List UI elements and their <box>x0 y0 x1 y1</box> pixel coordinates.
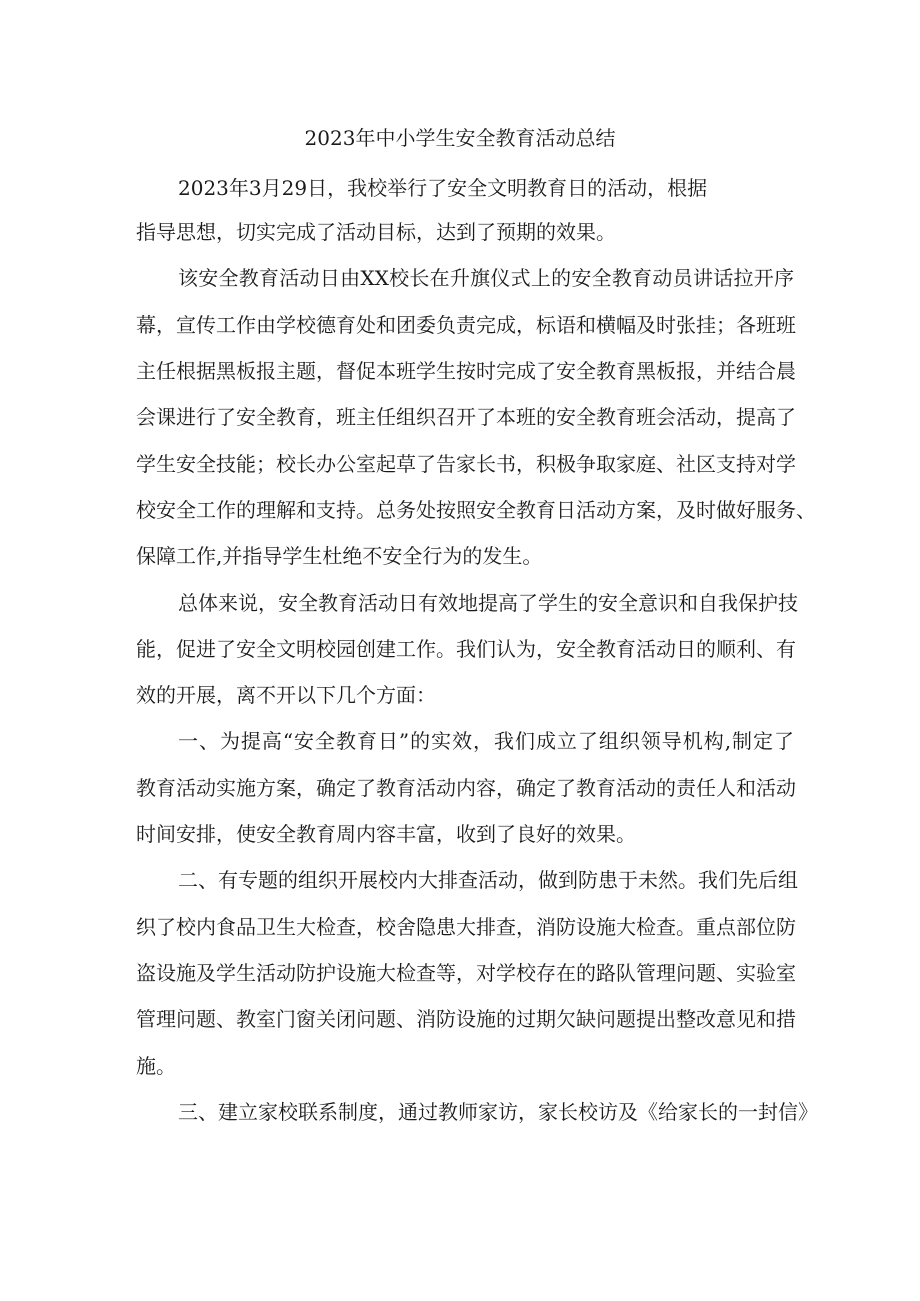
paragraph-3-line-3: 效的开展，离不开以下几个方面： <box>136 683 436 707</box>
paragraph-5-line-2: 织了校内食品卫生大检查，校舍隐患大排查，消防设施大检查。重点部位防 <box>136 915 796 939</box>
paragraph-4-line-3: 时间安排，使安全教育周内容丰富，收到了良好的效果。 <box>136 822 636 846</box>
paragraph-2-line-6: 校安全工作的理解和支持。总务处按照安全教育日活动方案，及时做好服务、 <box>136 498 816 522</box>
paragraph-3-line-1: 总体来说，安全教育活动日有效地提高了学生的安全意识和自我保护技 <box>178 591 798 615</box>
paragraph-5-line-4: 管理问题、教室门窗关闭问题、消防设施的过期欠缺问题提出整改意见和措 <box>136 1007 796 1031</box>
document-title: 2023年中小学生安全教育活动总结 <box>304 126 616 150</box>
paragraph-2-line-3: 主任根据黑板报主题，督促本班学生按时完成了安全教育黑板报，并结合晨 <box>136 359 796 383</box>
paragraph-2-line-4: 会课进行了安全教育，班主任组织召开了本班的安全教育班会活动，提高了 <box>136 405 796 429</box>
paragraph-6-line-1: 三、建立家校联系制度，通过教师家访，家长校访及《给家长的一封信》 <box>178 1100 818 1124</box>
paragraph-2-line-7: 保障工作,并指导学生杜绝不安全行为的发生。 <box>136 544 543 568</box>
paragraph-2-line-5: 学生安全技能；校长办公室起草了告家长书，积极争取家庭、社区支持对学 <box>136 452 796 476</box>
paragraph-1-line-1: 2023年3月29日，我校举行了安全文明教育日的活动，根据 <box>178 176 708 200</box>
paragraph-5-line-5: 施。 <box>136 1054 176 1078</box>
paragraph-4-line-2: 教育活动实施方案，确定了教育活动内容，确定了教育活动的责任人和活动 <box>136 776 796 800</box>
paragraph-3-line-2: 能，促进了安全文明校园创建工作。我们认为，安全教育活动日的顺利、有 <box>136 637 796 661</box>
paragraph-2-line-1: 该安全教育活动日由XX校长在升旗仪式上的安全教育动员讲话拉开序 <box>178 266 794 290</box>
paragraph-4-line-1: 一、为提高“安全教育日”的实效，我们成立了组织领导机构,制定了 <box>178 729 794 753</box>
paragraph-2-line-2: 幕，宣传工作由学校德育处和团委负责完成，标语和横幅及时张挂；各班班 <box>136 313 796 337</box>
paragraph-1-line-2: 指导思想，切实完成了活动目标，达到了预期的效果。 <box>136 220 616 244</box>
paragraph-5-line-3: 盗设施及学生活动防护设施大检查等，对学校存在的路队管理问题、实验室 <box>136 961 796 985</box>
paragraph-5-line-1: 二、有专题的组织开展校内大排查活动，做到防患于未然。我们先后组 <box>178 868 798 892</box>
